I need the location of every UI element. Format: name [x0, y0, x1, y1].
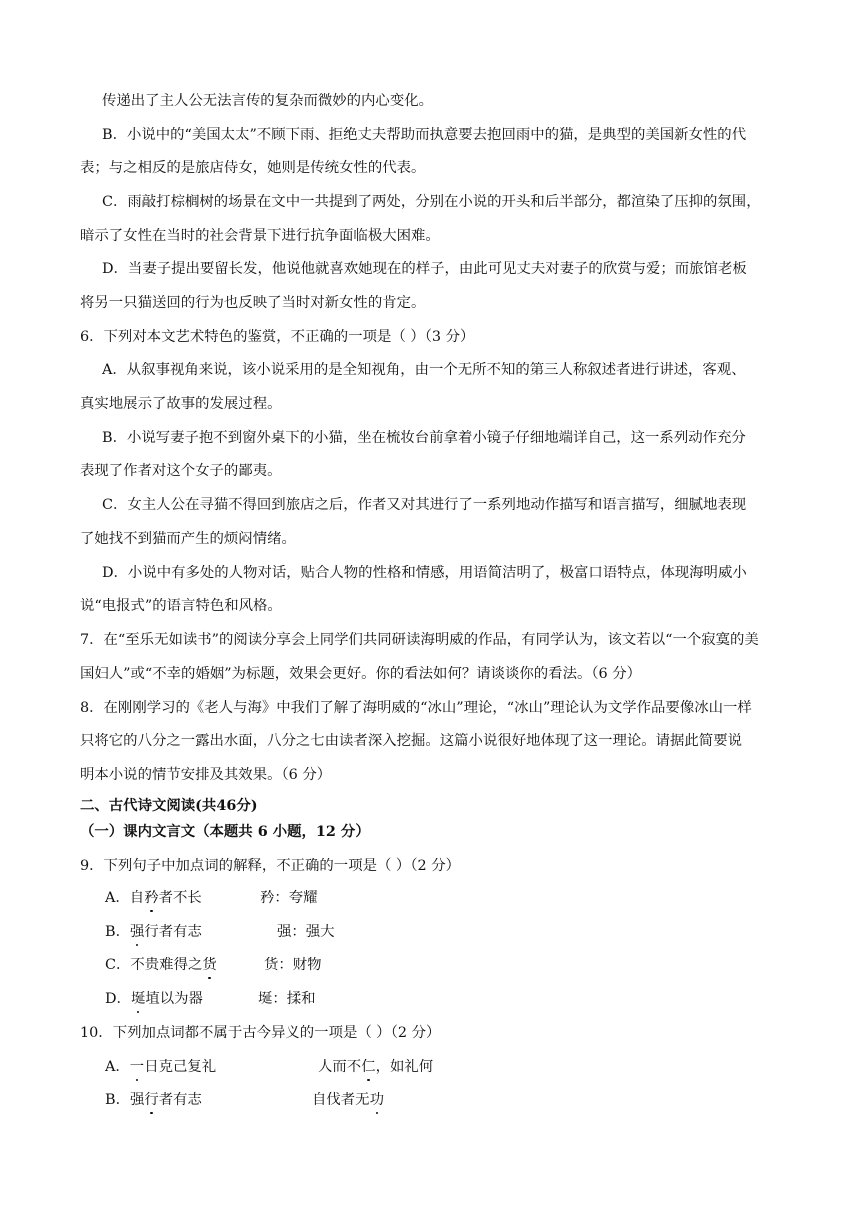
dotted-word: 仁 — [361, 1059, 376, 1075]
q10-stem: 10．下列加点词都不属于古今异义的一项是（ ）（2 分） — [80, 1025, 441, 1041]
q9-option-a-gloss: 矜：夸耀 — [260, 890, 318, 906]
q5-continued-text: 传递出了主人公无法言传的复杂而微妙的内心变化。 — [102, 93, 433, 109]
q9-option-c-gloss: 货：财物 — [264, 957, 322, 973]
subsection-heading-classical-prose: （一）课内文言文（本题共 6 小题，12 分） — [80, 823, 370, 840]
q10-option-a: A．一日克己复礼 — [105, 1059, 217, 1075]
q9-option-d: D．埏埴以为器 — [105, 991, 203, 1007]
dotted-word: 一 — [129, 1059, 145, 1075]
dotted-word: 功 — [369, 1092, 384, 1108]
q9-option-b-gloss: 强：强大 — [277, 924, 335, 940]
q6-option-b-line2: 表现了作者对这个女子的鄙夷。 — [80, 463, 282, 479]
q10-option-b: B．强行者有志 — [105, 1092, 202, 1108]
q9-option-b: B．强行者有志 — [105, 924, 202, 940]
q10-option-a-right: 人而不仁，如礼何 — [318, 1059, 434, 1075]
q6-option-a-line1: A．从叙事视角来说，该小说采用的是全知视角，由一个无所不知的第三人称叙述者进行讲述，客观、 — [102, 362, 746, 378]
q9-option-a: A．自矜者不长 — [105, 890, 202, 906]
section-heading-classical: 二、古代诗文阅读(共46分) — [80, 797, 258, 814]
dotted-word: 埏 — [130, 991, 146, 1007]
dotted-word: 行 — [144, 1092, 159, 1108]
q7-line1: 7．在“至乐无如读书”的阅读分享会上同学们共同研读海明威的作品，有同学认为，该文若以“一个寂寞的美 — [80, 632, 759, 648]
q9-option-d-gloss: 埏：揉和 — [258, 991, 316, 1007]
dotted-word: 货 — [202, 957, 217, 973]
q6-option-c-line1: C．女主人公在寻猫不得回到旅店之后，作者又对其进行了一系列地动作描写和语言描写，细腻地表现 — [102, 497, 747, 513]
q5-option-c-line2: 暗示了女性在当时的社会背景下进行抗争面临极大困难。 — [80, 228, 440, 244]
dotted-word: 强 — [129, 924, 145, 940]
q5-option-b-line1: B．小说中的“美国太太”不顾下雨、拒绝丈夫帮助而执意要去抱回雨中的猫，是典型的美国新女性的代 — [102, 127, 747, 143]
q6-option-b-line1: B．小说写妻子抱不到窗外桌下的小猫，坐在梳妆台前拿着小镜子仔细地端详自己，这一系列动作充分 — [102, 430, 746, 446]
q10-option-b-right: 自伐者无功 — [312, 1092, 384, 1108]
q8-line1: 8．在刚刚学习的《老人与海》中我们了解了海明威的“冰山”理论，“冰山”理论认为文学作品要像冰山一样 — [80, 700, 752, 716]
q5-option-d-line1: D．当妻子提出要留长发，他说他就喜欢她现在的样子，由此可见丈夫对妻子的欣赏与爱；而旅馆老板 — [102, 261, 747, 277]
q6-option-d-line2: 说“电报式”的语言特色和风格。 — [80, 598, 282, 614]
q6-option-d-line1: D．小说中有多处的人物对话，贴合人物的性格和情感，用语简洁明了，极富口语特点，体现海明威小 — [102, 565, 747, 581]
q6-option-a-line2: 真实地展示了故事的发展过程。 — [80, 396, 282, 412]
dotted-word: 矜 — [144, 890, 159, 906]
q8-line3: 明本小说的情节安排及其效果。（6 分） — [80, 767, 332, 783]
q6-stem: 6．下列对本文艺术特色的鉴赏，不正确的一项是（ ）（3 分） — [80, 329, 475, 345]
q9-stem: 9．下列句子中加点词的解释，不正确的一项是（ ）（2 分） — [80, 858, 461, 874]
q9-option-c: C．不贵难得之货 — [105, 957, 217, 973]
q5-option-c-line1: C．雨敲打棕榈树的场景在文中一共提到了两处，分别在小说的开头和后半部分，都渲染了压抑的氛围， — [102, 194, 761, 210]
q8-line2: 只将它的八分之一露出水面，八分之七由读者深入挖掘。这篇小说很好地体现了这一理论。请据此简要说 — [80, 733, 742, 749]
q5-option-d-line2: 将另一只猫送回的行为也反映了当时对新女性的肯定。 — [80, 295, 426, 311]
q6-option-c-line2: 了她找不到猫而产生的烦闷情绪。 — [80, 531, 296, 547]
q7-line2: 国妇人”或“不幸的婚姻”为标题，效果会更好。你的看法如何？请谈谈你的看法。（6 分） — [80, 666, 642, 682]
q5-option-b-line2: 表；与之相反的是旅店侍女，她则是传统女性的代表。 — [80, 160, 426, 176]
